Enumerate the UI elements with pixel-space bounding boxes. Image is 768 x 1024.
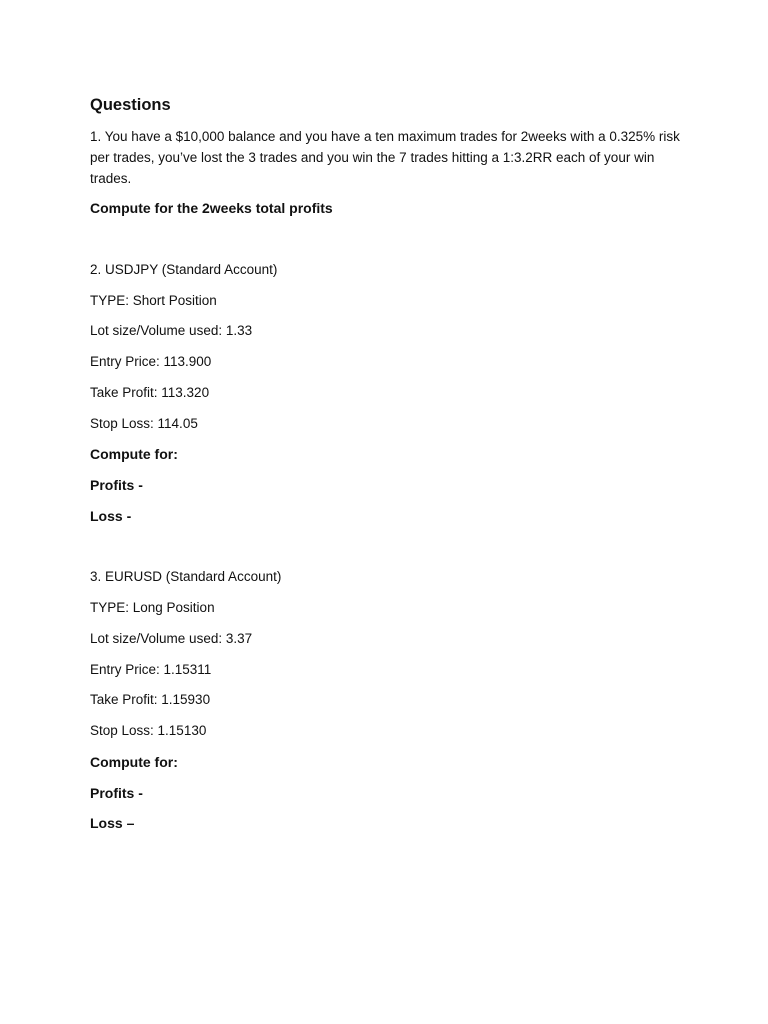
question-3-header: 3. EURUSD (Standard Account) bbox=[90, 569, 282, 584]
question-2-take-profit: Take Profit: 113.320 bbox=[90, 385, 210, 400]
question-3-lot-size: Lot size/Volume used: 3.37 bbox=[90, 631, 253, 646]
question-2-stop-loss: Stop Loss: 114.05 bbox=[90, 416, 198, 431]
page-title: Questions bbox=[90, 96, 171, 114]
question-3-entry-price: Entry Price: 1.15311 bbox=[90, 662, 212, 677]
question-2-type: TYPE: Short Position bbox=[90, 293, 217, 308]
question-2-loss-label: Loss - bbox=[90, 508, 132, 524]
question-2-lot-size: Lot size/Volume used: 1.33 bbox=[90, 323, 253, 338]
question-1-task: Compute for the 2weeks total profits bbox=[90, 200, 333, 216]
question-2-entry-price: Entry Price: 113.900 bbox=[90, 354, 212, 369]
question-3-compute-label: Compute for: bbox=[90, 754, 178, 770]
question-3-loss-label: Loss – bbox=[90, 815, 135, 831]
question-1-text: 1. You have a $10,000 balance and you have a ten maximum trades for 2weeks with a 0.325% risk per trades, you’ve lost the 3 trades and you win the 7 trades hitting a 1:3.2RR each of your win trades. bbox=[90, 129, 680, 186]
question-2-profits-label: Profits - bbox=[90, 477, 143, 493]
question-2-header: 2. USDJPY (Standard Account) bbox=[90, 262, 278, 277]
question-2-compute-label: Compute for: bbox=[90, 446, 178, 462]
question-3-type: TYPE: Long Position bbox=[90, 600, 215, 615]
question-3-stop-loss: Stop Loss: 1.15130 bbox=[90, 723, 207, 738]
question-3-profits-label: Profits - bbox=[90, 785, 143, 801]
question-3-take-profit: Take Profit: 1.15930 bbox=[90, 692, 211, 707]
